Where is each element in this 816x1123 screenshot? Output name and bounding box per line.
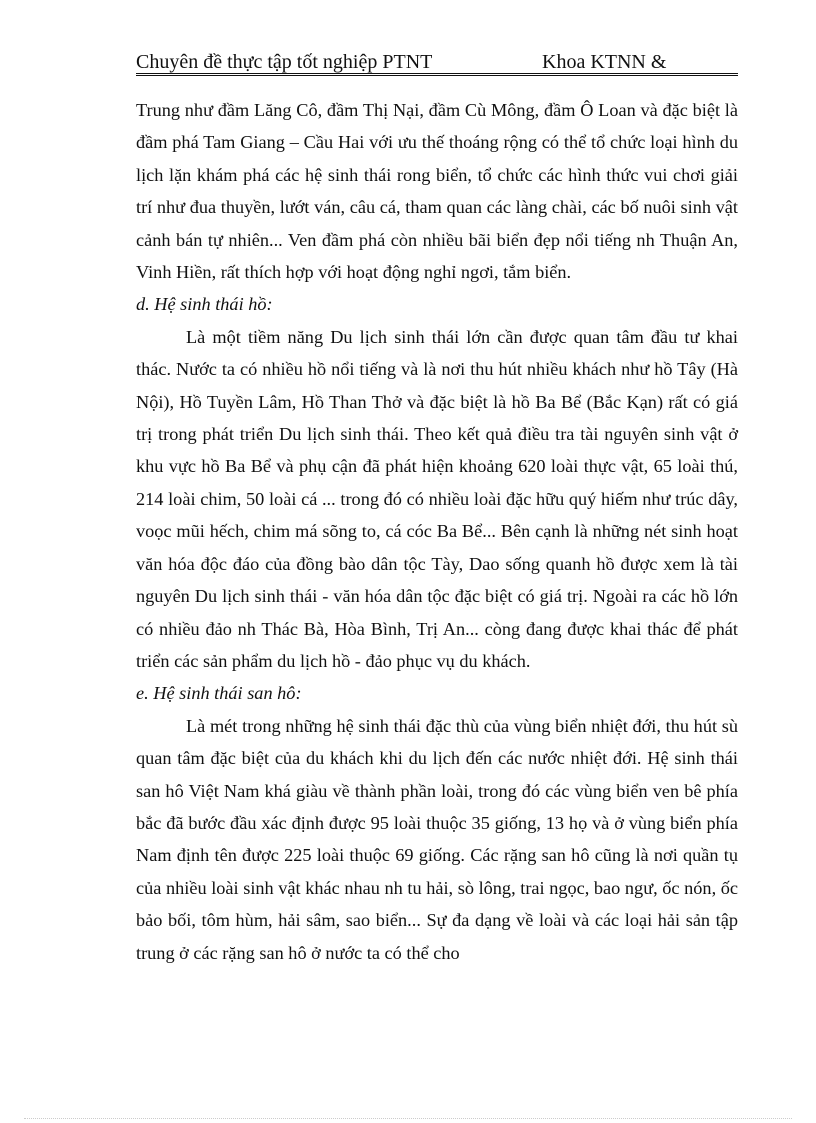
page-header — [136, 50, 738, 90]
paragraph-lagoon-continued: Trung như đầm Lăng Cô, đầm Thị Nại, đầm Cù Mông, đầm Ô Loan và đặc biệt là đầm phá Tam Giang – Cầu Hai với ưu thế thoáng rộng có thể tổ chức loại hình du lịch lặn khám phá các hệ sinh thái rong biển, tổ chức các hình thức vui chơi giải trí như đua thuyền, lướt ván, câu cá, tham quan các làng chài, các bố nuôi sinh vật cảnh bán tự nhiên... Ven đầm phá còn nhiều bãi biển đẹp nổi tiếng nh Thuận An, Vinh Hiền, rất thích hợp với hoạt động nghỉ ngơi, tắm biển. — [136, 100, 738, 283]
header-divider — [136, 73, 738, 76]
header-document-title: Chuyên đề thực tập tốt nghiệp PTNT — [136, 51, 433, 73]
section-heading-lake-ecosystem: d. Hệ sinh thái hồ: — [136, 294, 273, 315]
header-department: Khoa KTNN & — [542, 51, 667, 73]
paragraph-coral-ecosystem: Là mét trong những hệ sinh thái đặc thù của vùng biển nhiệt đới, thu hút sù quan tâm đặc biệt của du khách khi du lịch đến các nước nhiệt đới. Hệ sinh thái san hô Việt Nam khá giàu về thành phần loài, trong đó các vùng biển ven bê phía bắc đã bước đầu xác định được 95 loài thuộc 35 giống, 13 họ và ở vùng biển phía Nam định tên được 225 loài thuộc 69 giống. Các rặng san hô cũng là nơi quần tụ của nhiều loài sinh vật khác nhau nh tu hải, sò lông, trai ngọc, bao ngư, ốc nón, ốc bảo bối, tôm hùm, hải sâm, sao biển... Sự đa dạng về loài và các loại hải sản tập trung ở các rặng san hô ở nước ta có thể cho — [136, 715, 738, 963]
paragraph-lake-ecosystem: Là một tiềm năng Du lịch sinh thái lớn cần được quan tâm đầu tư khai thác. Nước ta có nhiều hồ nổi tiếng và là nơi thu hút nhiều khách như hồ Tây (Hà Nội), Hồ Tuyền Lâm, Hồ Than Thở và đặc biệt là hồ Ba Bể (Bắc Kạn) rất có giá trị trong phát triển Du lịch sinh thái. Theo kết quả điều tra tài nguyên sinh vật ở khu vực hồ Ba Bể và phụ cận đã phát hiện khoảng 620 loài thực vật, 65 loài thú, 214 loài chim, 50 loài cá ... trong đó có nhiều loài đặc hữu quý hiếm như trúc dây, voọc mũi hếch, chim má sõng to, cá cóc Ba Bể... Bên cạnh là những nét sinh hoạt văn hóa độc đáo của đồng bào dân tộc Tày, Dao sống quanh hồ được xem là tài nguyên Du lịch sinh thái - văn hóa dân tộc đặc biệt có giá trị. Ngoài ra các hồ lớn có nhiều đảo nh Thác Bà, Hòa Bình, Trị An... còng đang được khai thác để phát triển các sản phẩm du lịch hồ - đảo phục vụ du khách. — [136, 326, 738, 671]
page-bottom-border — [24, 1118, 792, 1119]
document-body — [136, 94, 738, 969]
section-heading-coral-ecosystem: e. Hệ sinh thái san hô: — [136, 683, 302, 704]
